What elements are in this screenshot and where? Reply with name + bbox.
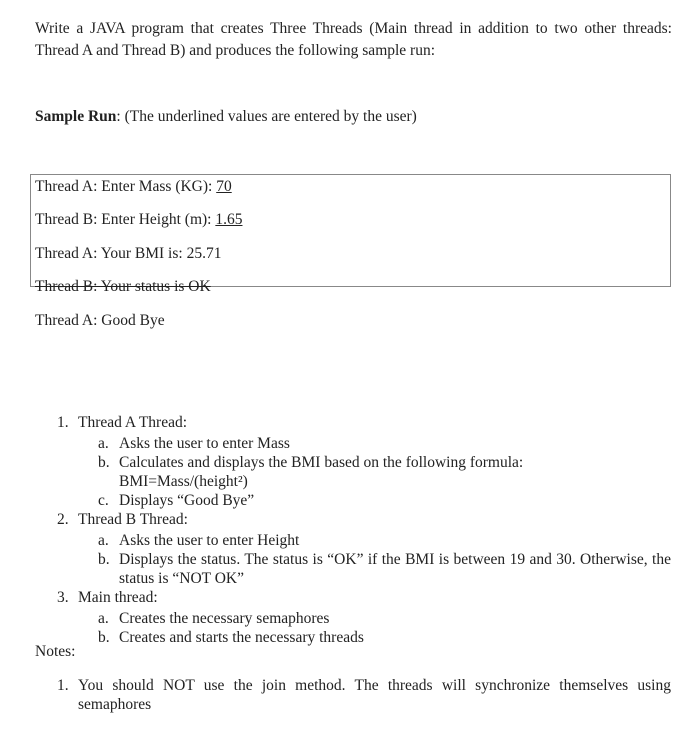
- notes-list: [57, 676, 671, 714]
- task-number: 3.: [57, 588, 69, 606]
- subtask-item: [98, 609, 671, 628]
- subtask-text: Asks the user to enter Mass: [119, 434, 290, 452]
- task-number: 2.: [57, 510, 69, 528]
- subtask-letter: a.: [98, 531, 109, 549]
- task-item-thread-b: [57, 510, 671, 588]
- subtask-letter: a.: [98, 434, 109, 452]
- subtask-text: Creates and starts the necessary threads: [119, 628, 364, 646]
- task-title: Thread A Thread:: [78, 414, 188, 431]
- run-line-height-prefix: Thread B: Enter Height (m):: [35, 211, 216, 228]
- run-line-goodbye: Thread A: Good Bye: [35, 312, 165, 329]
- subtask-text: Asks the user to enter Height: [119, 531, 300, 549]
- sample-run-heading-bold: Sample Run: [35, 108, 117, 125]
- task-item-main-thread: [57, 588, 671, 647]
- task-item-thread-a: [57, 413, 671, 510]
- subtask-item: [98, 550, 671, 588]
- subtask-letter: b.: [98, 628, 110, 646]
- subtask-item: [98, 453, 671, 491]
- subtask-item: [98, 531, 671, 550]
- run-line-height: [35, 210, 242, 231]
- task-number: 1.: [57, 414, 69, 431]
- subtask-item: [98, 628, 671, 647]
- subtask-text: Displays the status. The status is “OK” if the BMI is between 19 and 30. Otherwise, the status is “NOT OK”: [119, 550, 671, 587]
- task-list: [57, 413, 671, 647]
- subtask-letter: b.: [98, 453, 110, 471]
- subtask-letter: a.: [98, 609, 109, 627]
- task-title: Main thread:: [78, 588, 158, 606]
- sample-run-heading: [35, 107, 417, 128]
- notes-label: Notes:: [35, 643, 76, 660]
- sample-run-heading-rest: : (The underlined values are entered by the user): [116, 108, 417, 125]
- run-line-mass-prefix: Thread A: Enter Mass (KG):: [35, 178, 217, 195]
- subtask-list: [57, 609, 671, 647]
- run-line-mass-input: 70: [216, 178, 232, 195]
- note-item: [57, 676, 671, 714]
- subtask-letter: c.: [98, 491, 109, 509]
- run-line-height-input: 1.65: [215, 211, 243, 228]
- run-line-status: Thread B: Your status is OK: [35, 278, 211, 295]
- run-line-mass: [35, 177, 232, 198]
- subtask-item: [98, 491, 671, 510]
- subtask-text: Calculates and displays the BMI based on the following formula:: [119, 453, 524, 471]
- subtask-text: Displays “Good Bye”: [119, 491, 255, 509]
- note-number: 1.: [57, 677, 69, 694]
- run-line-bmi: Thread A: Your BMI is: 25.71: [35, 245, 222, 262]
- bmi-formula: BMI=Mass/(height²): [119, 472, 248, 490]
- subtask-text: Creates the necessary semaphores: [119, 609, 330, 627]
- note-text: You should NOT use the join method. The threads will synchronize themselves using semaphores: [78, 677, 671, 713]
- subtask-item: [98, 434, 671, 453]
- subtask-list: [57, 531, 671, 588]
- intro-paragraph: Write a JAVA program that creates Three Threads (Main thread in addition to two other threads: Thread A and Thread B) and produces the following sample run:: [35, 20, 672, 59]
- task-title: Thread B Thread:: [78, 510, 188, 528]
- subtask-list: [57, 434, 671, 510]
- subtask-letter: b.: [98, 550, 110, 568]
